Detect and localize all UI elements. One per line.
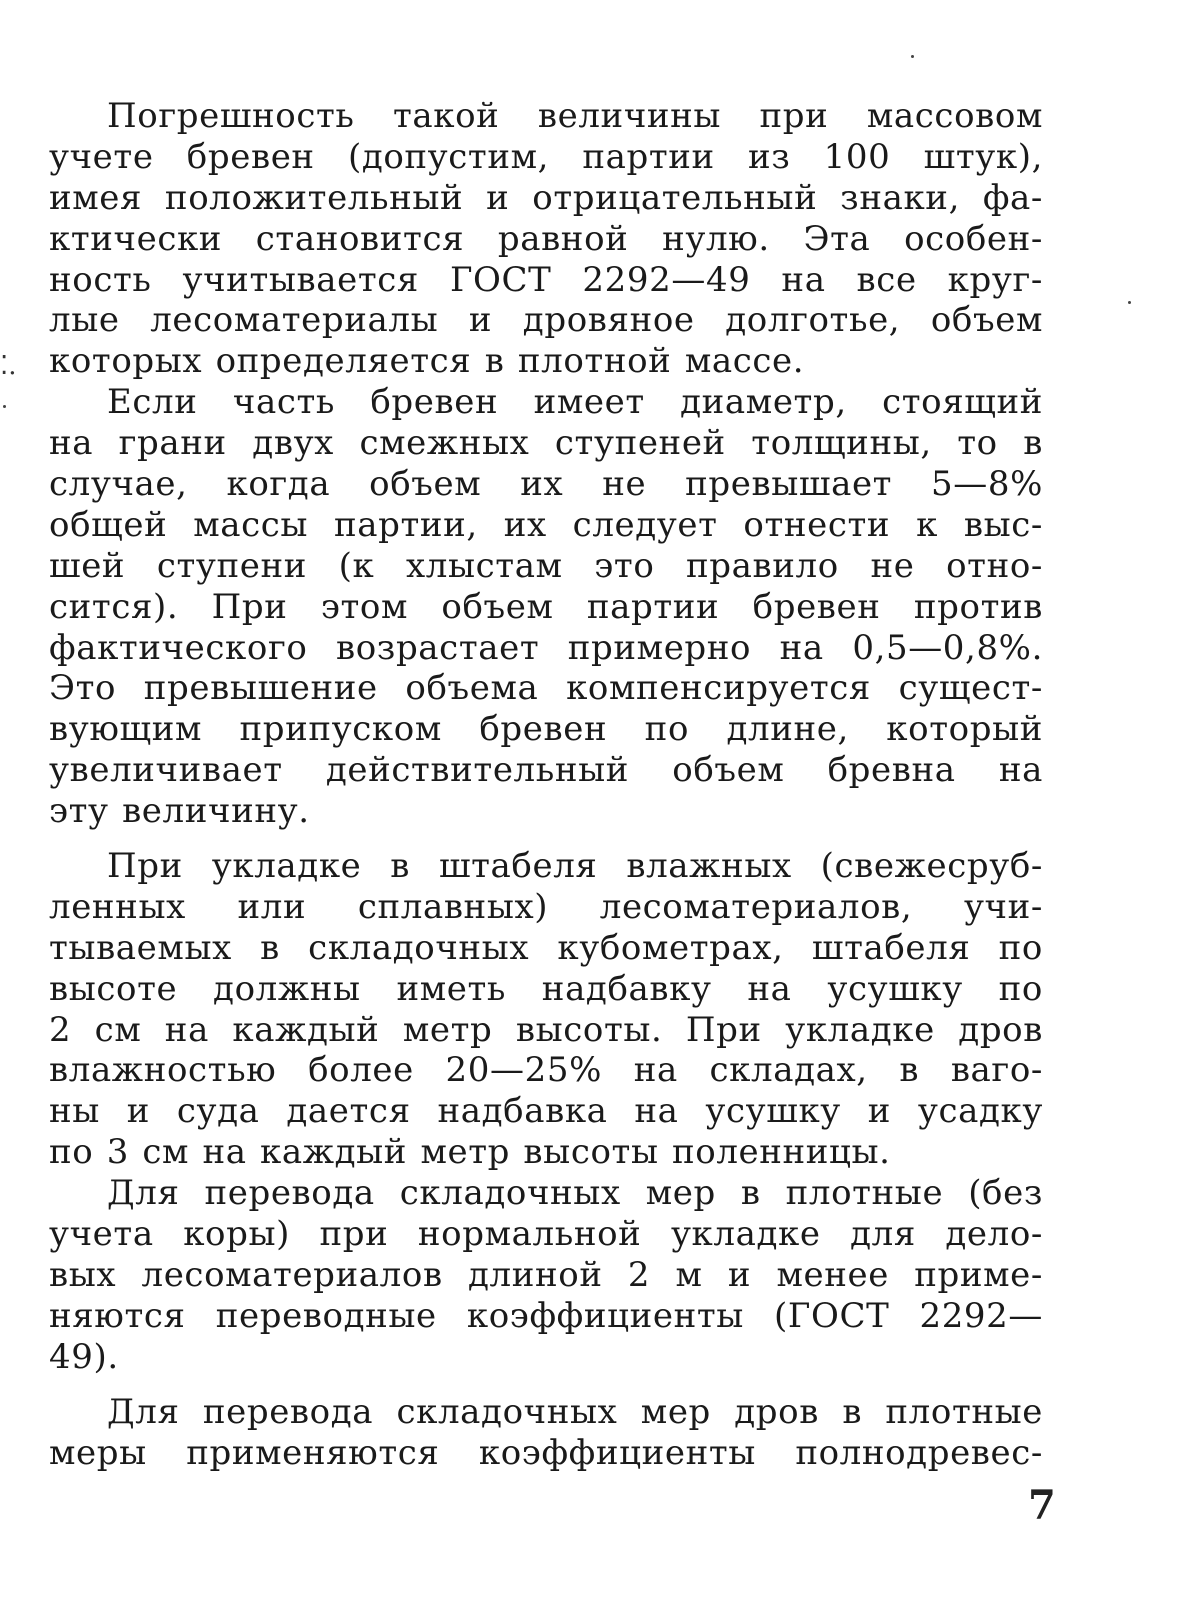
paragraph [49, 846, 1043, 1173]
paragraph-spacing [49, 1378, 1043, 1392]
text-line: шей ступени (к хлыстам это правило не отно- [49, 545, 1043, 586]
text-line: няются переводные коэффициенты (ГОСТ 2292— [49, 1295, 1043, 1336]
text-line: учете бревен (допустим, партии из 100 штук), [49, 136, 1043, 177]
text-line: имея положительный и отрицательный знаки, фа- [49, 177, 1043, 218]
paragraph [49, 1392, 1043, 1474]
margin-mark: ⁚. [0, 351, 17, 381]
print-speck [911, 55, 914, 58]
text-line: При укладке в штабеля влажных (свежесруб- [107, 846, 1043, 887]
text-line: эту величину. [49, 791, 310, 832]
text-line: влажностью более 20—25% на складах, в ваго- [49, 1050, 1043, 1091]
print-speck [3, 405, 6, 408]
text-line: по 3 см на каждый метр высоты поленницы. [49, 1132, 891, 1173]
text-line: сится). При этом объем партии бревен против [49, 586, 1043, 627]
text-line: вующим припуском бревен по длине, который [49, 709, 1043, 750]
text-line: фактического возрастает примерно на 0,5—0,8%. [49, 627, 1043, 668]
text-line: вых лесоматериалов длиной 2 м и менее приме- [49, 1254, 1043, 1295]
text-line: случае, когда объем их не превышает 5—8% [49, 464, 1043, 505]
text-line: лые лесоматериалы и дровяное долготье, объем [49, 300, 1043, 341]
print-speck [1128, 301, 1131, 304]
text-line: Если часть бревен имеет диаметр, стоящий [107, 382, 1043, 423]
text-line: ктически становится равной нулю. Эта особен- [49, 218, 1043, 259]
text-line: Для перевода складочных мер дров в плотные [107, 1391, 1043, 1432]
text-line: высоте должны иметь надбавку на усушку по [49, 968, 1043, 1009]
paragraph [49, 382, 1043, 832]
paragraph [49, 96, 1043, 382]
text-line: Для перевода складочных мер в плотные (без [107, 1173, 1043, 1214]
paragraph-spacing [49, 832, 1043, 846]
text-line: учета коры) при нормальной укладке для дело- [49, 1214, 1043, 1255]
text-line: Это превышение объема компенсируется сущест- [49, 668, 1043, 709]
body-text [49, 96, 1043, 1473]
text-line: ленных или сплавных) лесоматериалов, учи- [49, 886, 1043, 927]
text-line: 2 см на каждый метр высоты. При укладке дров [49, 1009, 1043, 1050]
page-number: 7 [1028, 1482, 1056, 1529]
paragraph [49, 1173, 1043, 1377]
text-line: меры применяются коэффициенты полнодревес- [49, 1432, 1043, 1473]
text-line: на грани двух смежных ступеней толщины, то в [49, 423, 1043, 464]
text-line: которых определяется в плотной массе. [49, 341, 805, 382]
text-line: увеличивает действительный объем бревна на [49, 750, 1043, 791]
text-line: ность учитывается ГОСТ 2292—49 на все круг- [49, 259, 1043, 300]
text-line: общей массы партии, их следует отнести к выс- [49, 504, 1043, 545]
text-line: Погрешность такой величины при массовом [107, 96, 1043, 136]
text-line: ны и суда дается надбавка на усушку и усадку [49, 1091, 1043, 1132]
text-line: 49). [49, 1336, 119, 1377]
text-line: тываемых в складочных кубометрах, штабеля по [49, 927, 1043, 968]
